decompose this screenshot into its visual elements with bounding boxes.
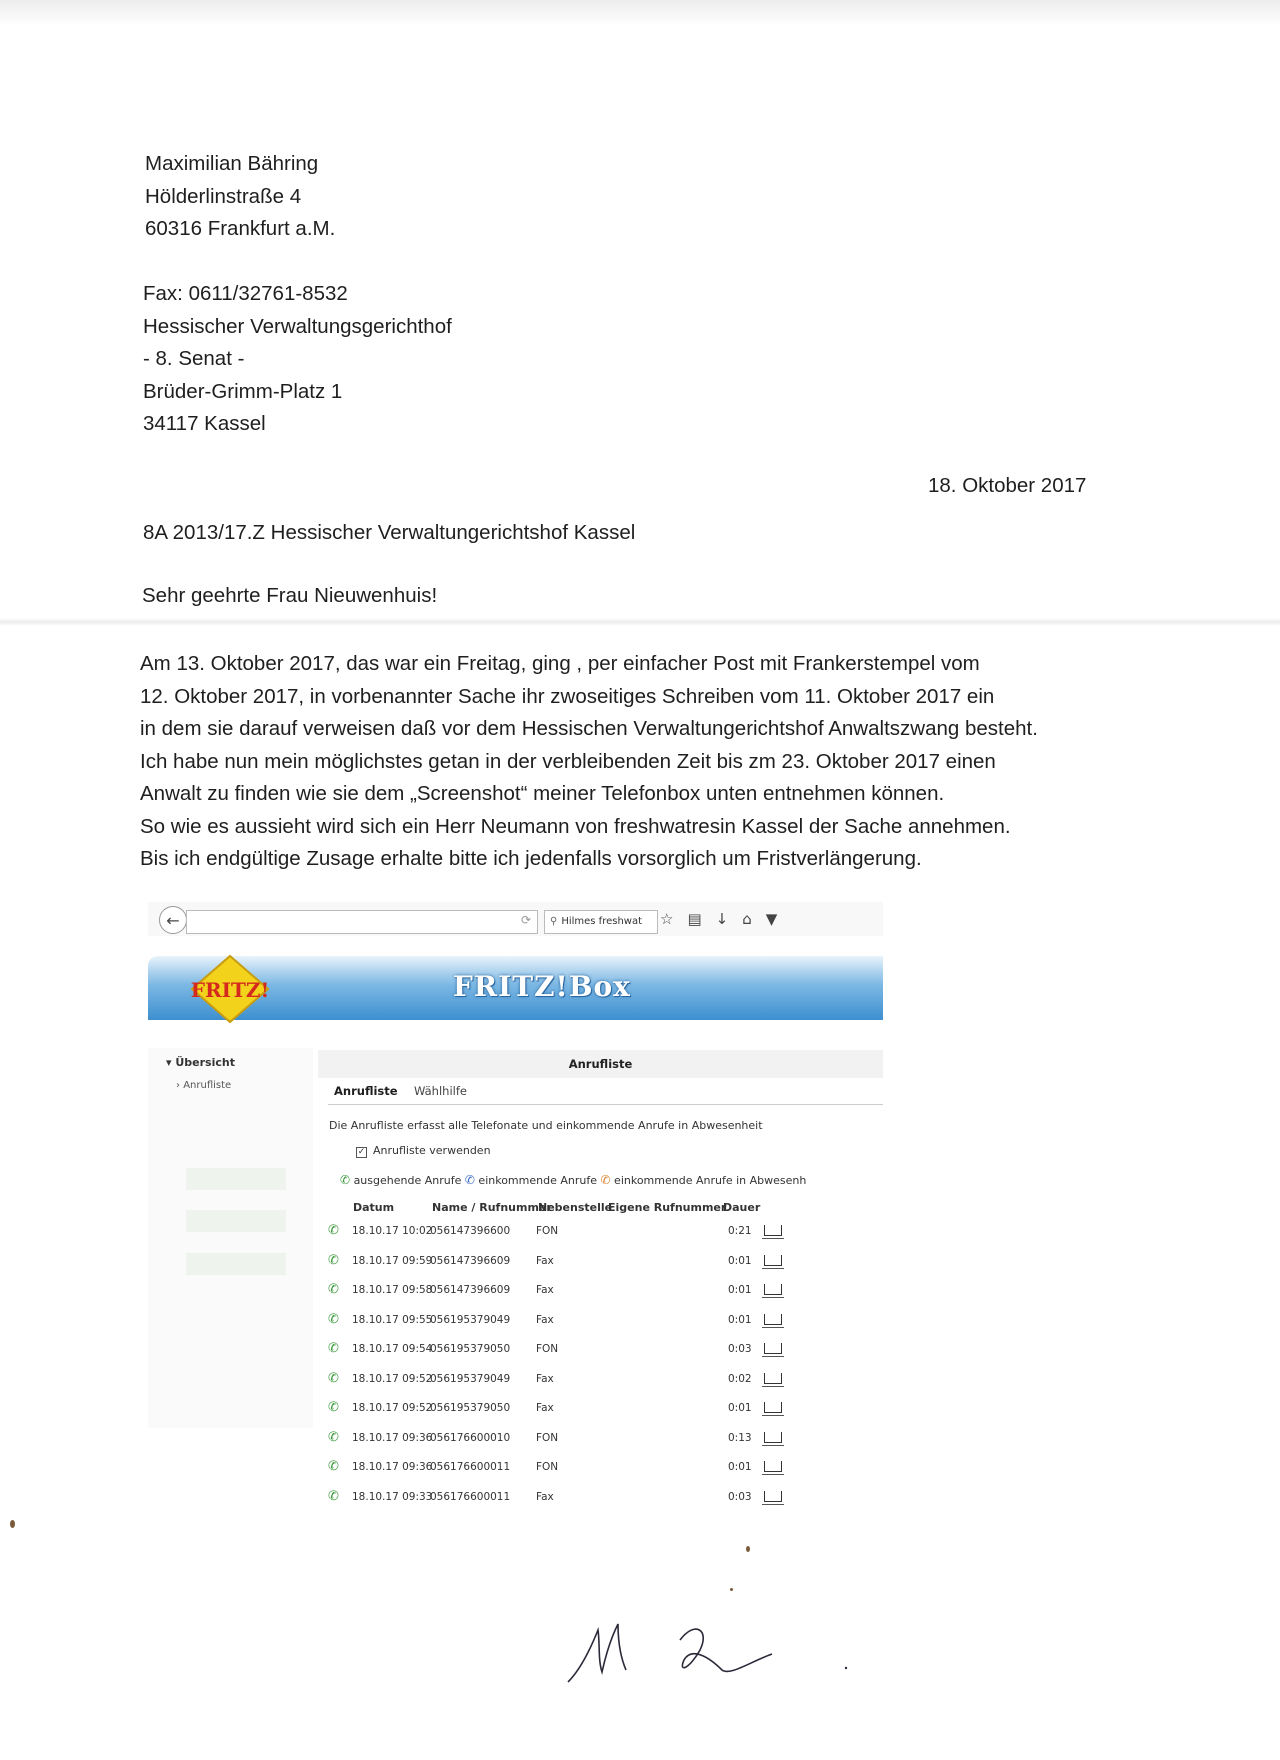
outgoing-call-icon: ✆: [328, 1223, 339, 1238]
letter-body: [140, 648, 1038, 876]
call-number: 056195379050: [430, 1402, 511, 1414]
body-line: Anwalt zu finden wie sie dem „Screenshot“ meiner Telefonbox unten entnehmen können.: [140, 782, 945, 805]
recipient-court: Hessischer Verwaltungsgerichthof: [143, 314, 452, 338]
call-extension: Fax: [536, 1402, 554, 1414]
clipboard-icon[interactable]: ▤: [687, 910, 702, 928]
phonebook-icon[interactable]: [764, 1461, 782, 1472]
call-legend: [340, 1173, 806, 1187]
phonebook-icon[interactable]: [764, 1432, 782, 1443]
table-row[interactable]: [328, 1487, 883, 1513]
call-date: 18.10.17 10:02: [352, 1225, 433, 1237]
search-text: Hilmes freshwat: [561, 916, 643, 927]
recipient-city: 34117 Kassel: [143, 412, 266, 435]
phonebook-icon[interactable]: [764, 1314, 782, 1325]
phonebook-icon[interactable]: [764, 1343, 782, 1354]
browser-icons: [660, 910, 777, 928]
call-duration: 0:01: [728, 1461, 752, 1473]
fritzbox-title: FRITZ!Box: [453, 970, 631, 1003]
phonebook-underline: [762, 1238, 784, 1239]
phonebook-underline: [762, 1415, 784, 1416]
phonebook-icon[interactable]: [764, 1402, 782, 1413]
browser-toolbar: [148, 902, 883, 936]
panel-description: Die Anrufliste erfasst alle Telefonate und einkommende Anrufe in Abwesenheit: [329, 1119, 763, 1132]
sidebar-item-overview[interactable]: ▾ Übersicht: [166, 1056, 235, 1069]
phonebook-underline: [762, 1445, 784, 1446]
table-row[interactable]: [328, 1339, 883, 1365]
call-date: 18.10.17 09:58: [352, 1284, 433, 1296]
bookmark-star-icon[interactable]: ☆: [660, 910, 674, 928]
sender-address: [145, 148, 335, 246]
tab-anrufliste[interactable]: Anrufliste: [334, 1084, 398, 1098]
call-duration: 0:03: [728, 1343, 752, 1355]
call-extension: FON: [536, 1431, 559, 1444]
scan-speck: [730, 1588, 733, 1591]
sender-city: 60316 Frankfurt a.M.: [145, 217, 336, 240]
outgoing-call-icon: ✆: [328, 1488, 339, 1504]
reload-icon[interactable]: ⟳: [520, 913, 531, 927]
search-icon: ⚲: [550, 916, 558, 927]
outgoing-call-icon: ✆: [328, 1400, 339, 1415]
call-duration: 0:02: [728, 1372, 752, 1385]
missed-call-icon: ✆: [600, 1173, 611, 1187]
call-duration: 0:01: [728, 1402, 752, 1414]
scan-speck: [10, 1520, 15, 1528]
call-extension: FON: [536, 1225, 559, 1237]
call-date: 18.10.17 09:59: [352, 1254, 433, 1267]
outgoing-call-icon: ✆: [328, 1252, 339, 1268]
anrufliste-checkbox[interactable]: [356, 1144, 491, 1158]
legend-outgoing: ausgehende Anrufe: [353, 1174, 462, 1187]
phonebook-underline: [762, 1504, 784, 1505]
fritzbox-banner: [148, 956, 883, 1020]
call-number: 056195379049: [430, 1313, 511, 1326]
body-line: Ich habe nun mein möglichstes getan in der verbleibenden Zeit bis zm 23. Oktober 2017 einen: [140, 749, 996, 773]
salutation: Sehr geehrte Frau Nieuwenhuis!: [142, 584, 438, 607]
column-header-datum: Datum: [353, 1201, 395, 1214]
sidebar-faded-item: [186, 1168, 286, 1190]
call-number: 056176600011: [430, 1461, 511, 1473]
call-date: 18.10.17 09:36: [352, 1461, 433, 1473]
call-number: 056195379050: [430, 1343, 511, 1355]
phonebook-icon[interactable]: [764, 1373, 782, 1384]
recipient-senate: - 8. Senat -: [143, 347, 245, 370]
call-extension: Fax: [536, 1254, 554, 1267]
recipient-street: Brüder-Grimm-Platz 1: [143, 379, 343, 403]
call-number: 056147396609: [430, 1254, 511, 1267]
call-date: 18.10.17 09:52: [352, 1372, 433, 1385]
phonebook-icon[interactable]: [764, 1491, 782, 1502]
body-line: So wie es aussieht wird sich ein Herr Neumann von freshwatresin Kassel der Sache annehmen.: [140, 814, 1011, 838]
phonebook-icon[interactable]: [764, 1255, 782, 1266]
sender-name: Maximilian Bähring: [145, 152, 319, 175]
phonebook-underline: [762, 1386, 784, 1387]
call-number: 056147396600: [430, 1225, 511, 1237]
call-number: 056147396609: [430, 1284, 511, 1296]
checkbox-label: Anrufliste verwenden: [373, 1144, 491, 1157]
call-duration: 0:03: [728, 1490, 752, 1503]
url-bar[interactable]: [186, 910, 538, 934]
call-extension: FON: [536, 1461, 559, 1473]
back-arrow-icon[interactable]: ←: [159, 906, 187, 934]
tab-waehlhilfe[interactable]: Wählhilfe: [414, 1084, 467, 1098]
sidebar-item-anrufliste[interactable]: › Anrufliste: [176, 1080, 232, 1091]
outgoing-call-icon: ✆: [328, 1459, 339, 1474]
call-extension: Fax: [536, 1490, 554, 1503]
checkbox-icon[interactable]: ✓: [357, 1147, 366, 1157]
legend-incoming: einkommende Anrufe: [478, 1174, 597, 1187]
call-extension: Fax: [536, 1313, 554, 1326]
fritz-logo-text: FRITZ!: [190, 978, 270, 1002]
outgoing-call-icon: ✆: [328, 1429, 339, 1445]
fritzbox-screenshot: [138, 898, 883, 1548]
call-duration: 0:01: [728, 1284, 752, 1296]
search-box[interactable]: [544, 910, 658, 934]
phonebook-icon[interactable]: [764, 1284, 782, 1295]
phonebook-icon[interactable]: [764, 1225, 782, 1236]
pocket-icon[interactable]: ▼: [765, 910, 778, 928]
table-row[interactable]: [328, 1280, 883, 1306]
call-extension: Fax: [536, 1284, 554, 1296]
fritz-logo[interactable]: [190, 954, 270, 1024]
column-header-eigene-rufnummer: Eigene Rufnummer: [608, 1201, 727, 1214]
call-date: 18.10.17 09:36: [352, 1431, 433, 1444]
call-number: 056195379049: [430, 1372, 511, 1385]
outgoing-call-icon: ✆: [328, 1370, 339, 1386]
table-row[interactable]: [328, 1310, 883, 1336]
outgoing-call-icon: ✆: [328, 1311, 339, 1327]
column-header-nebenstelle: Nebenstelle: [538, 1201, 613, 1214]
scan-speck: [746, 1546, 750, 1552]
body-line: Bis ich endgültige Zusage erhalte bitte ich jedenfalls vorsorglich um Fristverlängerung.: [140, 847, 922, 870]
column-header-rufnummer: Name / Rufnummer: [432, 1201, 552, 1214]
table-row[interactable]: [328, 1428, 883, 1454]
call-date: 18.10.17 09:55: [352, 1313, 433, 1326]
call-date: 18.10.17 09:52: [352, 1402, 433, 1414]
call-duration: 0:13: [728, 1431, 752, 1444]
call-duration: 0:21: [728, 1225, 752, 1237]
download-icon[interactable]: ↓: [715, 910, 729, 928]
handwritten-signature: [560, 1610, 860, 1690]
panel-title: Anrufliste: [318, 1050, 883, 1078]
letter-date: 18. Oktober 2017: [928, 474, 1087, 497]
call-number: 056176600010: [430, 1431, 511, 1444]
tab-divider: [328, 1104, 883, 1105]
phonebook-underline: [762, 1356, 784, 1357]
recipient-address: [143, 278, 452, 441]
call-number: 056176600011: [430, 1490, 511, 1503]
phonebook-underline: [762, 1268, 784, 1269]
body-line: in dem sie darauf verweisen daß vor dem Hessischen Verwaltungerichtshof Anwaltszwang besteht.: [140, 717, 1038, 740]
call-date: 18.10.17 09:33: [352, 1490, 433, 1503]
body-line: 12. Oktober 2017, in vorbenannter Sache ihr zwoseitiges Schreiben vom 11. Oktober 2017 ein: [140, 684, 995, 708]
table-row[interactable]: [328, 1221, 883, 1247]
phonebook-underline: [762, 1327, 784, 1328]
outgoing-call-icon: ✆: [340, 1173, 351, 1187]
phonebook-underline: [762, 1297, 784, 1298]
scan-edge: [0, 0, 1280, 26]
recipient-fax: Fax: 0611/32761-8532: [143, 282, 348, 305]
outgoing-call-icon: ✆: [328, 1282, 339, 1297]
call-duration: 0:01: [728, 1313, 752, 1326]
case-reference: 8A 2013/17.Z Hessischer Verwaltungerichtshof Kassel: [143, 521, 636, 544]
column-header-dauer: Dauer: [723, 1201, 761, 1214]
paper-fold: [0, 618, 1280, 626]
table-row[interactable]: [328, 1369, 883, 1395]
table-row[interactable]: [328, 1457, 883, 1483]
sidebar: [148, 1048, 313, 1428]
call-extension: Fax: [536, 1372, 554, 1385]
home-icon[interactable]: ⌂: [742, 910, 752, 928]
outgoing-call-icon: ✆: [328, 1341, 339, 1356]
call-duration: 0:01: [728, 1254, 752, 1267]
incoming-call-icon: ✆: [464, 1173, 475, 1187]
legend-missed: einkommende Anrufe in Abwesenh: [614, 1174, 807, 1187]
table-row[interactable]: [328, 1251, 883, 1277]
call-date: 18.10.17 09:54: [352, 1343, 433, 1355]
sender-street: Hölderlinstraße 4: [145, 184, 302, 208]
sidebar-faded-item: [186, 1210, 286, 1232]
sidebar-faded-item: [186, 1253, 286, 1275]
table-row[interactable]: [328, 1398, 883, 1424]
call-extension: FON: [536, 1343, 559, 1355]
body-line: Am 13. Oktober 2017, das war ein Freitag, ging , per einfacher Post mit Frankerstempel vom: [140, 652, 980, 675]
phonebook-underline: [762, 1474, 784, 1475]
